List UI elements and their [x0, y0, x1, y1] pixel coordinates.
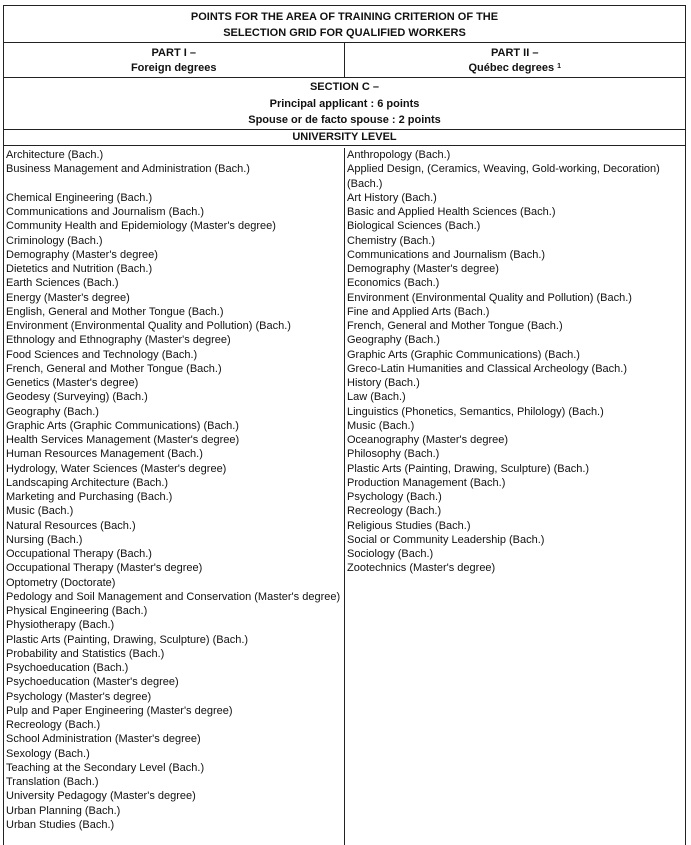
parts-header — [4, 43, 685, 78]
list-item: Geography (Bach.) — [6, 405, 99, 418]
list-item: Plastic Arts (Painting, Drawing, Sculpture) (Bach.) — [347, 462, 590, 475]
list-item: Music (Bach.) — [6, 505, 74, 518]
list-item: Psychoeducation (Master's degree) — [6, 676, 179, 689]
list-item: Economics (Bach.) — [347, 277, 440, 290]
list-item: Geodesy (Surveying) (Bach.) — [6, 391, 148, 404]
list-item: Biological Sciences (Bach.) — [347, 220, 481, 233]
list-item: Psychology (Master's degree) — [6, 690, 152, 703]
list-item: English, General and Mother Tongue (Bach.) — [6, 305, 224, 318]
list-item: Occupational Therapy (Master's degree) — [6, 562, 203, 575]
list-item: Music (Bach.) — [347, 419, 415, 432]
part-2-header — [345, 43, 686, 77]
list-item: Landscaping Architecture (Bach.) — [6, 476, 169, 489]
part-1-heading: PART I – — [151, 47, 196, 59]
list-item: Pulp and Paper Engineering (Master's degree) — [6, 704, 233, 717]
title-line-2: SELECTION GRID FOR QUALIFIED WORKERS — [223, 27, 466, 39]
part-2-subheading-row — [345, 61, 686, 76]
list-item: Criminology (Bach.) — [6, 234, 103, 247]
list-item — [6, 177, 344, 191]
title-line-1: POINTS FOR THE AREA OF TRAINING CRITERION OF THE — [190, 11, 499, 23]
list-item: Chemical Engineering (Bach.) — [6, 191, 153, 204]
principal-points: Principal applicant : 6 points — [269, 97, 420, 110]
list-item: Psychoeducation (Bach.) — [6, 662, 129, 674]
list-item: Applied Design, (Ceramics, Weaving, Gold-working, Decoration) (Bach.) — [347, 163, 660, 190]
section-name: SECTION C – — [309, 81, 380, 93]
list-item: Physical Engineering (Bach.) — [6, 605, 148, 617]
list-item: Demography (Master's degree) — [6, 248, 158, 261]
footnote-marker: 1 — [557, 63, 562, 70]
list-item: Plastic Arts (Painting, Drawing, Sculpture) (Bach.) — [6, 633, 249, 646]
list-item: Recreology (Bach.) — [347, 505, 442, 518]
part-1-subheading: Foreign degrees — [130, 62, 217, 74]
list-item: Ethnology and Ethnography (Master's degree) — [6, 334, 231, 347]
list-item: Community Health and Epidemiology (Master's degree) — [6, 220, 276, 233]
list-item: Health Services Management (Master's degree) — [6, 434, 240, 446]
list-item: Dietetics and Nutrition (Bach.) — [6, 263, 153, 275]
list-item: Environment (Environmental Quality and Pollution) (Bach.) — [6, 320, 291, 332]
list-item: Sociology (Bach.) — [347, 548, 434, 560]
list-item: Hydrology, Water Sciences (Master's degree) — [6, 462, 227, 475]
list-item: French, General and Mother Tongue (Bach.) — [6, 362, 222, 375]
list-item: Philosophy (Bach.) — [347, 448, 440, 461]
list-item: Greco-Latin Humanities and Classical Archeology (Bach.) — [347, 362, 628, 375]
list-item: French, General and Mother Tongue (Bach.) — [347, 320, 563, 332]
list-item: Energy (Master's degree) — [6, 291, 130, 304]
section-c — [4, 78, 685, 130]
spouse-points: Spouse or de facto spouse : 2 points — [248, 114, 441, 126]
list-item: Translation (Bach.) — [6, 776, 99, 788]
list-item: Pedology and Soil Management and Conservation (Master's degree) — [6, 590, 341, 603]
part-2-heading: PART II – — [491, 47, 539, 59]
level-heading: UNIVERSITY LEVEL — [4, 130, 685, 146]
list-item: Earth Sciences (Bach.) — [6, 277, 119, 290]
list-item: History (Bach.) — [347, 377, 420, 389]
list-item: Natural Resources (Bach.) — [6, 519, 136, 532]
list-item: Geography (Bach.) — [347, 334, 440, 347]
list-item: Probability and Statistics (Bach.) — [6, 647, 165, 660]
list-item: Sexology (Bach.) — [6, 747, 90, 760]
list-item: Physiotherapy (Bach.) — [6, 619, 115, 632]
list-item: Occupational Therapy (Bach.) — [6, 548, 152, 560]
list-item: Demography (Master's degree) — [347, 263, 499, 275]
list-item: Production Management (Bach.) — [347, 476, 506, 489]
part-1-list — [4, 148, 345, 845]
list-item: Communications and Journalism (Bach.) — [347, 248, 546, 261]
list-item: Oceanography (Master's degree) — [347, 434, 509, 446]
list-item: Communications and Journalism (Bach.) — [6, 206, 205, 218]
list-item: Linguistics (Phonetics, Semantics, Philology) (Bach.) — [347, 405, 604, 418]
list-item: Zootechnics (Master's degree) — [347, 562, 496, 575]
list-item: University Pedagogy (Master's degree) — [6, 790, 196, 803]
part-2-subheading: Québec degrees — [468, 62, 555, 74]
list-item: Chemistry (Bach.) — [347, 234, 436, 247]
list-item: Architecture (Bach.) — [6, 149, 104, 161]
list-item: Teaching at the Secondary Level (Bach.) — [6, 761, 205, 774]
training-criterion-table — [3, 5, 686, 845]
list-item: School Administration (Master's degree) — [6, 733, 201, 746]
list-item: Food Sciences and Technology (Bach.) — [6, 348, 198, 361]
list-item: Graphic Arts (Graphic Communications) (Bach.) — [6, 419, 239, 432]
list-item: Religious Studies (Bach.) — [347, 519, 471, 532]
list-item: Environment (Environmental Quality and Pollution) (Bach.) — [347, 291, 632, 304]
list-item: Art History (Bach.) — [347, 191, 437, 204]
list-item: Business Management and Administration (Bach.) — [6, 163, 250, 176]
list-item: Nursing (Bach.) — [6, 533, 83, 546]
list-item: Psychology (Bach.) — [347, 491, 442, 503]
part-1-header — [4, 43, 345, 77]
list-item: Genetics (Master's degree) — [6, 377, 139, 389]
list-item: Social or Community Leadership (Bach.) — [347, 533, 545, 546]
list-item: Marketing and Purchasing (Bach.) — [6, 491, 173, 503]
list-item: Urban Studies (Bach.) — [6, 818, 115, 831]
list-item: Basic and Applied Health Sciences (Bach.) — [347, 206, 556, 218]
list-item: Law (Bach.) — [347, 391, 406, 404]
table-title — [4, 6, 685, 43]
list-item: Anthropology (Bach.) — [347, 149, 451, 161]
list-item: Graphic Arts (Graphic Communications) (Bach.) — [347, 348, 580, 361]
list-item: Human Resources Management (Bach.) — [6, 448, 203, 461]
list-item: Urban Planning (Bach.) — [6, 804, 121, 817]
degree-lists — [4, 148, 685, 845]
list-item: Optometry (Doctorate) — [6, 576, 116, 589]
list-item: Fine and Applied Arts (Bach.) — [347, 305, 490, 318]
list-item: Recreology (Bach.) — [6, 719, 101, 731]
part-2-list — [345, 148, 684, 845]
